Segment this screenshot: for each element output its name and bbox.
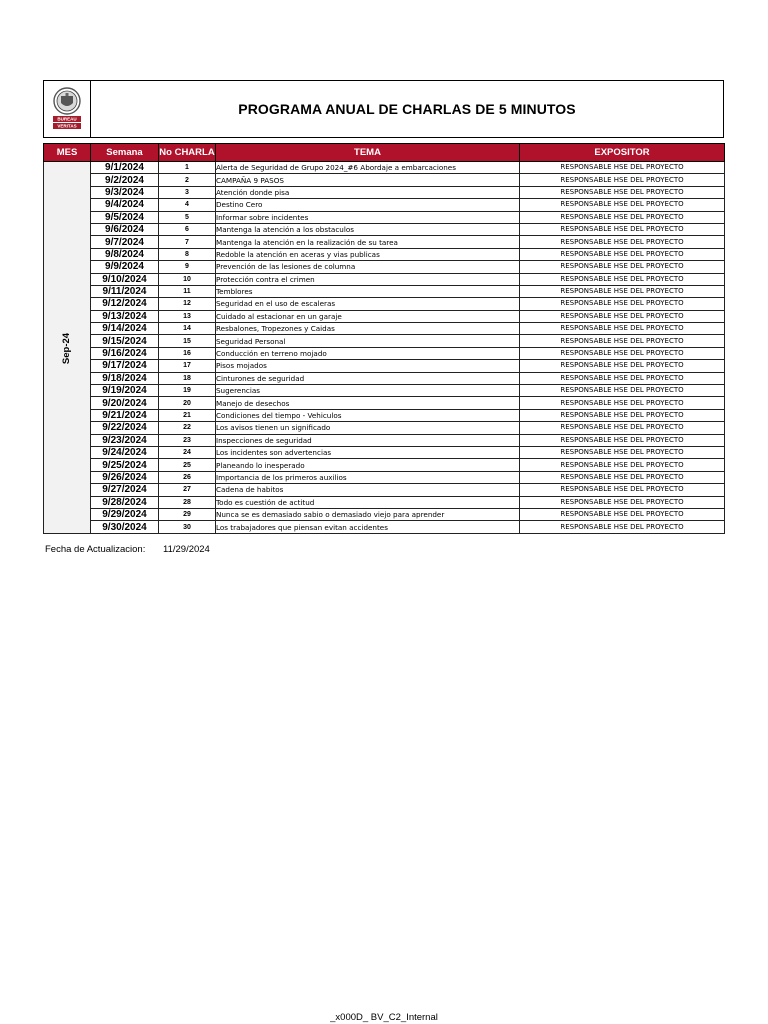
charla-number-cell: 27 (159, 484, 216, 496)
expositor-cell: RESPONSABLE HSE DEL PROYECTO (520, 273, 725, 285)
update-label: Fecha de Actualizacion: (45, 544, 146, 555)
date-cell: 9/17/2024 (91, 360, 159, 372)
schedule-body (44, 162, 725, 534)
date-cell: 9/18/2024 (91, 372, 159, 384)
expositor-cell: RESPONSABLE HSE DEL PROYECTO (520, 484, 725, 496)
table-row (44, 211, 725, 223)
table-row (44, 335, 725, 347)
tema-cell: Los trabajadores que piensan evitan accidentes (216, 521, 520, 533)
schedule-table (43, 143, 725, 534)
expositor-cell: RESPONSABLE HSE DEL PROYECTO (520, 360, 725, 372)
expositor-cell: RESPONSABLE HSE DEL PROYECTO (520, 459, 725, 471)
expositor-cell: RESPONSABLE HSE DEL PROYECTO (520, 211, 725, 223)
tema-cell: Atención donde pisa (216, 186, 520, 198)
date-cell: 9/15/2024 (91, 335, 159, 347)
date-cell: 9/6/2024 (91, 223, 159, 235)
charla-number-cell: 12 (159, 298, 216, 310)
charla-number-cell: 11 (159, 285, 216, 297)
table-row (44, 248, 725, 260)
update-date: 11/29/2024 (163, 544, 210, 555)
table-row (44, 422, 725, 434)
date-cell: 9/8/2024 (91, 248, 159, 260)
date-cell: 9/27/2024 (91, 484, 159, 496)
table-row (44, 223, 725, 235)
tema-cell: Cinturones de seguridad (216, 372, 520, 384)
table-row (44, 434, 725, 446)
table-row (44, 409, 725, 421)
document-title: PROGRAMA ANUAL DE CHARLAS DE 5 MINUTOS (238, 101, 576, 117)
expositor-cell: RESPONSABLE HSE DEL PROYECTO (520, 397, 725, 409)
expositor-cell: RESPONSABLE HSE DEL PROYECTO (520, 508, 725, 520)
expositor-cell: RESPONSABLE HSE DEL PROYECTO (520, 422, 725, 434)
table-row (44, 285, 725, 297)
tema-cell: Informar sobre incidentes (216, 211, 520, 223)
charla-number-cell: 26 (159, 471, 216, 483)
charla-number-cell: 3 (159, 186, 216, 198)
expositor-cell: RESPONSABLE HSE DEL PROYECTO (520, 248, 725, 260)
month-label: Sep-24 (61, 332, 73, 364)
update-info (45, 544, 210, 555)
table-row (44, 508, 725, 520)
col-header-semana: Semana (91, 144, 159, 162)
tema-cell: Todo es cuestión de actitud (216, 496, 520, 508)
logo-text-line1: BUREAU (57, 116, 77, 122)
date-cell: 9/28/2024 (91, 496, 159, 508)
expositor-cell: RESPONSABLE HSE DEL PROYECTO (520, 372, 725, 384)
tema-cell: Manejo de desechos (216, 397, 520, 409)
date-cell: 9/22/2024 (91, 422, 159, 434)
table-row (44, 521, 725, 533)
tema-cell: Seguridad Personal (216, 335, 520, 347)
expositor-cell: RESPONSABLE HSE DEL PROYECTO (520, 521, 725, 533)
tema-cell: Mantenga la atención a los obstaculos (216, 223, 520, 235)
tema-cell: Sugerencias (216, 385, 520, 397)
table-row (44, 199, 725, 211)
charla-number-cell: 21 (159, 409, 216, 421)
charla-number-cell: 14 (159, 323, 216, 335)
expositor-cell: RESPONSABLE HSE DEL PROYECTO (520, 310, 725, 322)
date-cell: 9/24/2024 (91, 446, 159, 458)
tema-cell: Conducción en terreno mojado (216, 347, 520, 359)
table-row (44, 310, 725, 322)
col-header-no-charla: No CHARLA (159, 144, 216, 162)
table-row (44, 273, 725, 285)
tema-cell: Pisos mojados (216, 360, 520, 372)
expositor-cell: RESPONSABLE HSE DEL PROYECTO (520, 186, 725, 198)
expositor-cell: RESPONSABLE HSE DEL PROYECTO (520, 223, 725, 235)
table-row (44, 347, 725, 359)
tema-cell: Alerta de Seguridad de Grupo 2024_#6 Abordaje a embarcaciones (216, 162, 520, 174)
date-cell: 9/25/2024 (91, 459, 159, 471)
table-row (44, 298, 725, 310)
charla-number-cell: 28 (159, 496, 216, 508)
table-header-row (44, 144, 725, 162)
charla-number-cell: 19 (159, 385, 216, 397)
expositor-cell: RESPONSABLE HSE DEL PROYECTO (520, 236, 725, 248)
date-cell: 9/3/2024 (91, 186, 159, 198)
table-row (44, 174, 725, 186)
date-cell: 9/2/2024 (91, 174, 159, 186)
table-row (44, 372, 725, 384)
table-row (44, 385, 725, 397)
expositor-cell: RESPONSABLE HSE DEL PROYECTO (520, 162, 725, 174)
table-row (44, 471, 725, 483)
charla-number-cell: 15 (159, 335, 216, 347)
tema-cell: Inspecciones de seguridad (216, 434, 520, 446)
expositor-cell: RESPONSABLE HSE DEL PROYECTO (520, 199, 725, 211)
charla-number-cell: 17 (159, 360, 216, 372)
date-cell: 9/10/2024 (91, 273, 159, 285)
document-header (43, 80, 724, 138)
date-cell: 9/13/2024 (91, 310, 159, 322)
expositor-cell: RESPONSABLE HSE DEL PROYECTO (520, 446, 725, 458)
charla-number-cell: 1 (159, 162, 216, 174)
table-row (44, 484, 725, 496)
tema-cell: Protección contra el crimen (216, 273, 520, 285)
col-header-mes: MES (44, 144, 91, 162)
charla-number-cell: 7 (159, 236, 216, 248)
tema-cell: Nunca se es demasiado sabio o demasiado viejo para aprender (216, 508, 520, 520)
tema-cell: Cadena de habitos (216, 484, 520, 496)
table-row (44, 459, 725, 471)
date-cell: 9/26/2024 (91, 471, 159, 483)
footer-label: _x000D_ BV_C2_Internal (330, 1012, 438, 1023)
charla-number-cell: 23 (159, 434, 216, 446)
bureau-veritas-logo (49, 86, 85, 132)
table-row (44, 162, 725, 174)
date-cell: 9/9/2024 (91, 261, 159, 273)
charla-number-cell: 25 (159, 459, 216, 471)
charla-number-cell: 22 (159, 422, 216, 434)
tema-cell: Mantenga la atención en la realización de su tarea (216, 236, 520, 248)
tema-cell: CAMPAÑA 9 PASOS (216, 174, 520, 186)
expositor-cell: RESPONSABLE HSE DEL PROYECTO (520, 385, 725, 397)
tema-cell: Condiciones del tiempo - Vehiculos (216, 409, 520, 421)
table-row (44, 446, 725, 458)
date-cell: 9/21/2024 (91, 409, 159, 421)
charla-number-cell: 24 (159, 446, 216, 458)
col-header-expositor: EXPOSITOR (520, 144, 725, 162)
expositor-cell: RESPONSABLE HSE DEL PROYECTO (520, 496, 725, 508)
date-cell: 9/29/2024 (91, 508, 159, 520)
tema-cell: Los avisos tienen un significado (216, 422, 520, 434)
expositor-cell: RESPONSABLE HSE DEL PROYECTO (520, 323, 725, 335)
table-row (44, 186, 725, 198)
date-cell: 9/11/2024 (91, 285, 159, 297)
charla-number-cell: 8 (159, 248, 216, 260)
charla-number-cell: 10 (159, 273, 216, 285)
charla-number-cell: 4 (159, 199, 216, 211)
expositor-cell: RESPONSABLE HSE DEL PROYECTO (520, 335, 725, 347)
charla-number-cell: 18 (159, 372, 216, 384)
table-row (44, 360, 725, 372)
date-cell: 9/30/2024 (91, 521, 159, 533)
date-cell: 9/16/2024 (91, 347, 159, 359)
charla-number-cell: 6 (159, 223, 216, 235)
charla-number-cell: 29 (159, 508, 216, 520)
expositor-cell: RESPONSABLE HSE DEL PROYECTO (520, 409, 725, 421)
date-cell: 9/5/2024 (91, 211, 159, 223)
table-row (44, 496, 725, 508)
charla-number-cell: 20 (159, 397, 216, 409)
expositor-cell: RESPONSABLE HSE DEL PROYECTO (520, 174, 725, 186)
tema-cell: Seguridad en el uso de escaleras (216, 298, 520, 310)
tema-cell: Planeando lo inesperado (216, 459, 520, 471)
table-row (44, 323, 725, 335)
table-row (44, 261, 725, 273)
date-cell: 9/14/2024 (91, 323, 159, 335)
month-cell (44, 162, 91, 534)
charla-number-cell: 2 (159, 174, 216, 186)
logo-cell (44, 81, 91, 137)
expositor-cell: RESPONSABLE HSE DEL PROYECTO (520, 471, 725, 483)
expositor-cell: RESPONSABLE HSE DEL PROYECTO (520, 298, 725, 310)
date-cell: 9/23/2024 (91, 434, 159, 446)
tema-cell: Destino Cero (216, 199, 520, 211)
tema-cell: Prevención de las lesiones de columna (216, 261, 520, 273)
tema-cell: Importancia de los primeros auxilios (216, 471, 520, 483)
date-cell: 9/20/2024 (91, 397, 159, 409)
tema-cell: Los incidentes son advertencias (216, 446, 520, 458)
tema-cell: Cuidado al estacionar en un garaje (216, 310, 520, 322)
tema-cell: Redoble la atención en aceras y vias publicas (216, 248, 520, 260)
logo-text-line2: VERITAS (57, 123, 77, 129)
expositor-cell: RESPONSABLE HSE DEL PROYECTO (520, 285, 725, 297)
table-row (44, 397, 725, 409)
date-cell: 9/19/2024 (91, 385, 159, 397)
tema-cell: Temblores (216, 285, 520, 297)
charla-number-cell: 13 (159, 310, 216, 322)
expositor-cell: RESPONSABLE HSE DEL PROYECTO (520, 261, 725, 273)
date-cell: 9/1/2024 (91, 162, 159, 174)
date-cell: 9/7/2024 (91, 236, 159, 248)
expositor-cell: RESPONSABLE HSE DEL PROYECTO (520, 434, 725, 446)
expositor-cell: RESPONSABLE HSE DEL PROYECTO (520, 347, 725, 359)
charla-number-cell: 9 (159, 261, 216, 273)
tema-cell: Resbalones, Tropezones y Caidas (216, 323, 520, 335)
table-row (44, 236, 725, 248)
date-cell: 9/4/2024 (91, 199, 159, 211)
charla-number-cell: 16 (159, 347, 216, 359)
charla-number-cell: 5 (159, 211, 216, 223)
col-header-tema: TEMA (216, 144, 520, 162)
date-cell: 9/12/2024 (91, 298, 159, 310)
charla-number-cell: 30 (159, 521, 216, 533)
